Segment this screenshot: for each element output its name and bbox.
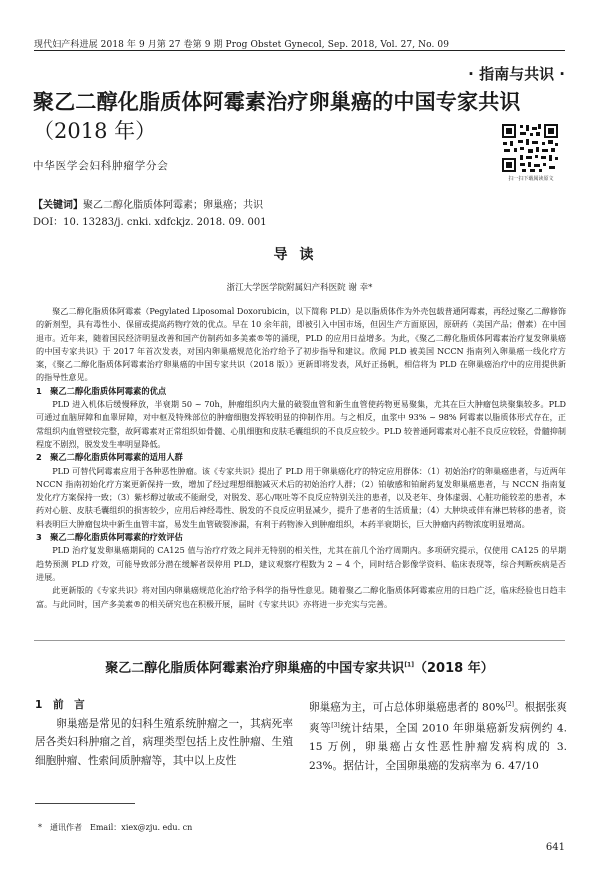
section-tag: · 指南与共识 · — [468, 65, 565, 83]
article-title-ref: [1] — [404, 661, 414, 669]
qr-caption: 扫一扫下载阅读原文 — [508, 176, 554, 182]
footnote-rule — [35, 803, 135, 804]
intro-text-a: 卵巢癌为主，可占总体卵巢癌患者的 80% — [309, 701, 506, 714]
keywords — [33, 196, 263, 211]
doi: DOI：10. 13283/j. cnki. xdfckjz. 2018. 09. 001 — [33, 217, 267, 228]
intro-text-b: 。根据张爽爽等 — [309, 701, 567, 735]
guide-section-3-heading: 3 聚乙二醇化脂质体阿霉素的疗效评估 — [36, 532, 183, 543]
article-title — [0, 657, 599, 676]
keywords-label: 【关键词】 — [33, 200, 83, 211]
guide-section-2-heading: 2 聚乙二醇化脂质体阿霉素的适用人群 — [36, 452, 183, 463]
article-title-text: 聚乙二醇化脂质体阿霉素治疗卵巢癌的中国专家共识 — [105, 661, 405, 676]
running-header: 现代妇产科进展 2018 年 9 月第 27 卷第 9 期 Prog Obstet Gynecol, Sep. 2018, Vol. 27, No. 09 — [34, 40, 450, 50]
header-rule — [34, 50, 565, 51]
column-right — [309, 696, 567, 775]
page-title: 聚乙二醇化脂质体阿霉素治疗卵巢癌的中国专家共识 — [33, 89, 521, 114]
keywords-text: 聚乙二醇化脂质体阿霉素；卵巢癌；共识 — [83, 200, 263, 211]
guide-intro: 聚乙二醇化脂质体阿霉素（Pegylated Liposomal Doxorubicin，以下简称 PLD）是以脂质体作为外壳包载普通阿霉素，再经过聚乙二醇修饰的新剂型，具有毒性小、保留或提高药物疗效的优点。早在 10 余年前，即被引入中国市场，但因生产方面原因，原研药（美国产品；僣素）在中国退市。近年来，随着国民经济明显改善和国产仿制药如多美素®等的涌现，PLD 的应用日益增多。为此，《聚乙二醇化脂质体阿霉素治疗复发卵巢癌的中国专家共识》于 2017 年首次发表，对国内卵巢癌规范化治疗给予了初步指导和建议。欣闻 PLD 被美国 NCCN 指南列入卵巢癌一线化疗方案，《聚乙二醇化脂质体阿霉素治疗卵巢癌的中国专家共识（2018 版）》更新即将发表，风好正扬帆，相信将为 PLD 在卵巢癌治疗中的应用提供新的指导性意见。 — [36, 306, 566, 383]
author-organization: 中华医学会妇科肿瘤学分会 — [33, 160, 169, 172]
qr-code-icon — [500, 122, 560, 174]
guide-section-2-body: PLD 可替代阿霉素应用于各种恶性肿瘤。该《专家共识》提出了 PLD 用于卵巢癌化疗的特定应用群体：（1）初始治疗的卵巢癌患者，与近两年 NCCN 指南初始化疗方案更新保持一致，增加了经过理想细胞减灭术后的初始治疗人群；（2）铂敏感和铂耐药复发卵巢癌患者，与 NCCN 指南复发化疗方案保持一致；（3）紫杉醇过敏或不能耐受，对脱发、恶心/呕吐等不良反应特别关注的患者，以及老年、身体虚弱、心脏功能较差的患者，本药对心脏、皮肤毛囊组织的损害较少，应用后神经毒性、脱发的不良反应明显减少，提升了患者的生活质量；（4）大肿块或伴有淋巴转移的患者，资料表明巨大肿瘤包块中新生血管丰富，易发生血管破裂渗漏，有利于药物渗入到肿瘤组织，本药半衰期长，巨大肿瘤内药物浓度明显增高。 — [36, 465, 566, 529]
article-title-year: （2018 年） — [413, 661, 494, 676]
section-1-heading: 1 前 言 — [35, 699, 85, 711]
page-title-year: （2018 年） — [33, 119, 157, 143]
guide-title: 导读 — [273, 247, 326, 263]
guide-closing: 此更新版的《专家共识》将对国内卵巢癌规范化治疗给予科学的指导性意见。随着聚乙二醇化脂质体阿霉素应用的日趋广泛，临床经验也日趋丰富。与此同时，国产多美素®的相关研究也在积极开展，届时《专家共识》亦将进一步充实与完善。 — [36, 585, 566, 609]
column-left — [35, 696, 293, 770]
guide-section-3-body: PLD 治疗复发卵巢癌期间的 CA125 值与治疗疗效之间并无特别的相关性，尤其在前几个治疗周期内。多项研究提示，仅使用 CA125 的早期趋势预测 PLD 疗效，可能导致部分潜在缓解者误停用 PLD，建议观察疗程数为 2 ~ 4 个，同时结合影像学资料、临床表现等，综合判断疾病是否进展。 — [36, 545, 566, 582]
page-number: 641 — [545, 842, 565, 853]
intro-paragraph: 卵巢癌是常见的妇科生殖系统肿瘤之一，其病死率居各类妇科肿瘤之首，病理类型包括上皮性肿瘤、生殖细胞肿瘤、性索间质肿瘤等，其中以上皮性 — [35, 717, 293, 767]
guide-section-1-heading: 1 聚乙二醇化脂质体阿霉素的优点 — [36, 385, 167, 396]
guide-section-1-body: PLD 进入机体后缓慢释放，半衰期 50 ~ 70h，肿瘤组织内大量的破裂血管和新生血管使药物更易聚集，尤其在巨大肿瘤包块聚集较多。PLD 可通过血脑屏障和血睾屏障，对中枢及特殊部位的肿瘤细胞发挥较明显的抑制作用。与之相反，血浆中 93% ~ 98% 阿霉素以脂质体形式存在，正常组织内血管壁较完整，故阿霉素对正常组织如骨髓、心肌细胞和皮肤毛囊组织的不良反应较少。PLD 较普通阿霉素对心脏不良反应较轻，骨髓抑制程度不剧烈，脱发发生率明显降低。 — [36, 399, 566, 449]
reference-2: [2] — [505, 701, 514, 708]
section-divider — [34, 640, 565, 641]
intro-text-c: 统计结果，全国 2010 年卵巢癌新发病例约 4. 15 万例，卵巢癌占女性恶性肿瘤发病构成的 3. 23%。据估计，全国卵巢癌的发病率为 6. 47/10 — [309, 722, 568, 772]
guide-author: 浙江大学医学院附属妇产科医院 谢 幸* — [226, 283, 373, 293]
guide-body — [36, 305, 566, 611]
reference-3: [3] — [331, 722, 340, 730]
footnote: * 通讯作者 Email：xiex@zju. edu. cn — [38, 823, 193, 832]
intro-paragraph-continued — [309, 696, 567, 775]
